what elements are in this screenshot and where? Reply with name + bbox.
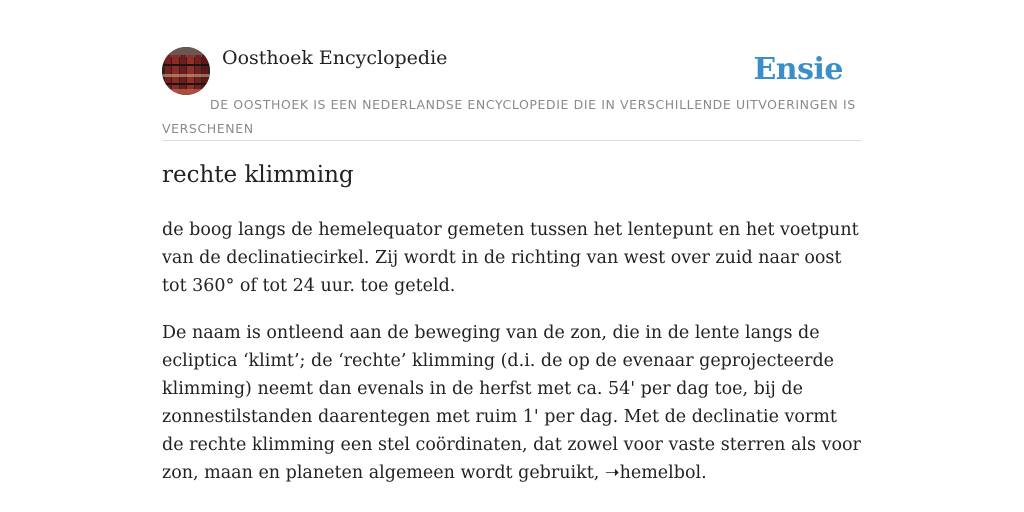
site-header <box>162 44 862 141</box>
avatar[interactable] <box>162 47 210 95</box>
site-tagline: DE OOSTHOEK IS EEN NEDERLANDSE ENCYCLOPEDIE DIE IN VERSCHILLENDE UITVOERINGEN IS VERSCHENEN <box>162 97 856 136</box>
book-spines-icon <box>162 47 210 95</box>
site-name[interactable]: Oosthoek Encyclopedie <box>222 47 448 69</box>
article-body <box>162 216 862 506</box>
article-paragraph-2 <box>162 319 862 487</box>
link-hemelbol[interactable]: hemelbol <box>619 463 702 483</box>
article-paragraph-1: de boog langs de hemelequator gemeten tussen het lentepunt en het voetpunt van de declinatiecirkel. Zij wordt in de richting van west over zuid naar oost tot 360° of tot 24 uur. toe geteld. <box>162 220 859 296</box>
link-suffix: . <box>701 463 707 483</box>
paragraph-2-text: De naam is ontleend aan de beweging van de zon, die in de lente langs de ecliptica ‘klimt’; de ‘rechte’ klimming (d.i. de op de evenaar geprojecteerde klimming) neemt dan evenals in de herfst met ca. 54' per dag toe, bij de zonnestilstanden daarentegen met ruim 1' per dag. Met de declinatie vormt de rechte klimming een stel coördinaten, dat zowel voor vaste sterren als voor zon, maan en planeten algemeen wordt gebruikt, <box>162 323 861 483</box>
link-arrow-icon: ➝ <box>604 463 620 483</box>
brand-logo[interactable]: Ensie <box>753 52 843 87</box>
article-title: rechte klimming <box>162 162 354 188</box>
